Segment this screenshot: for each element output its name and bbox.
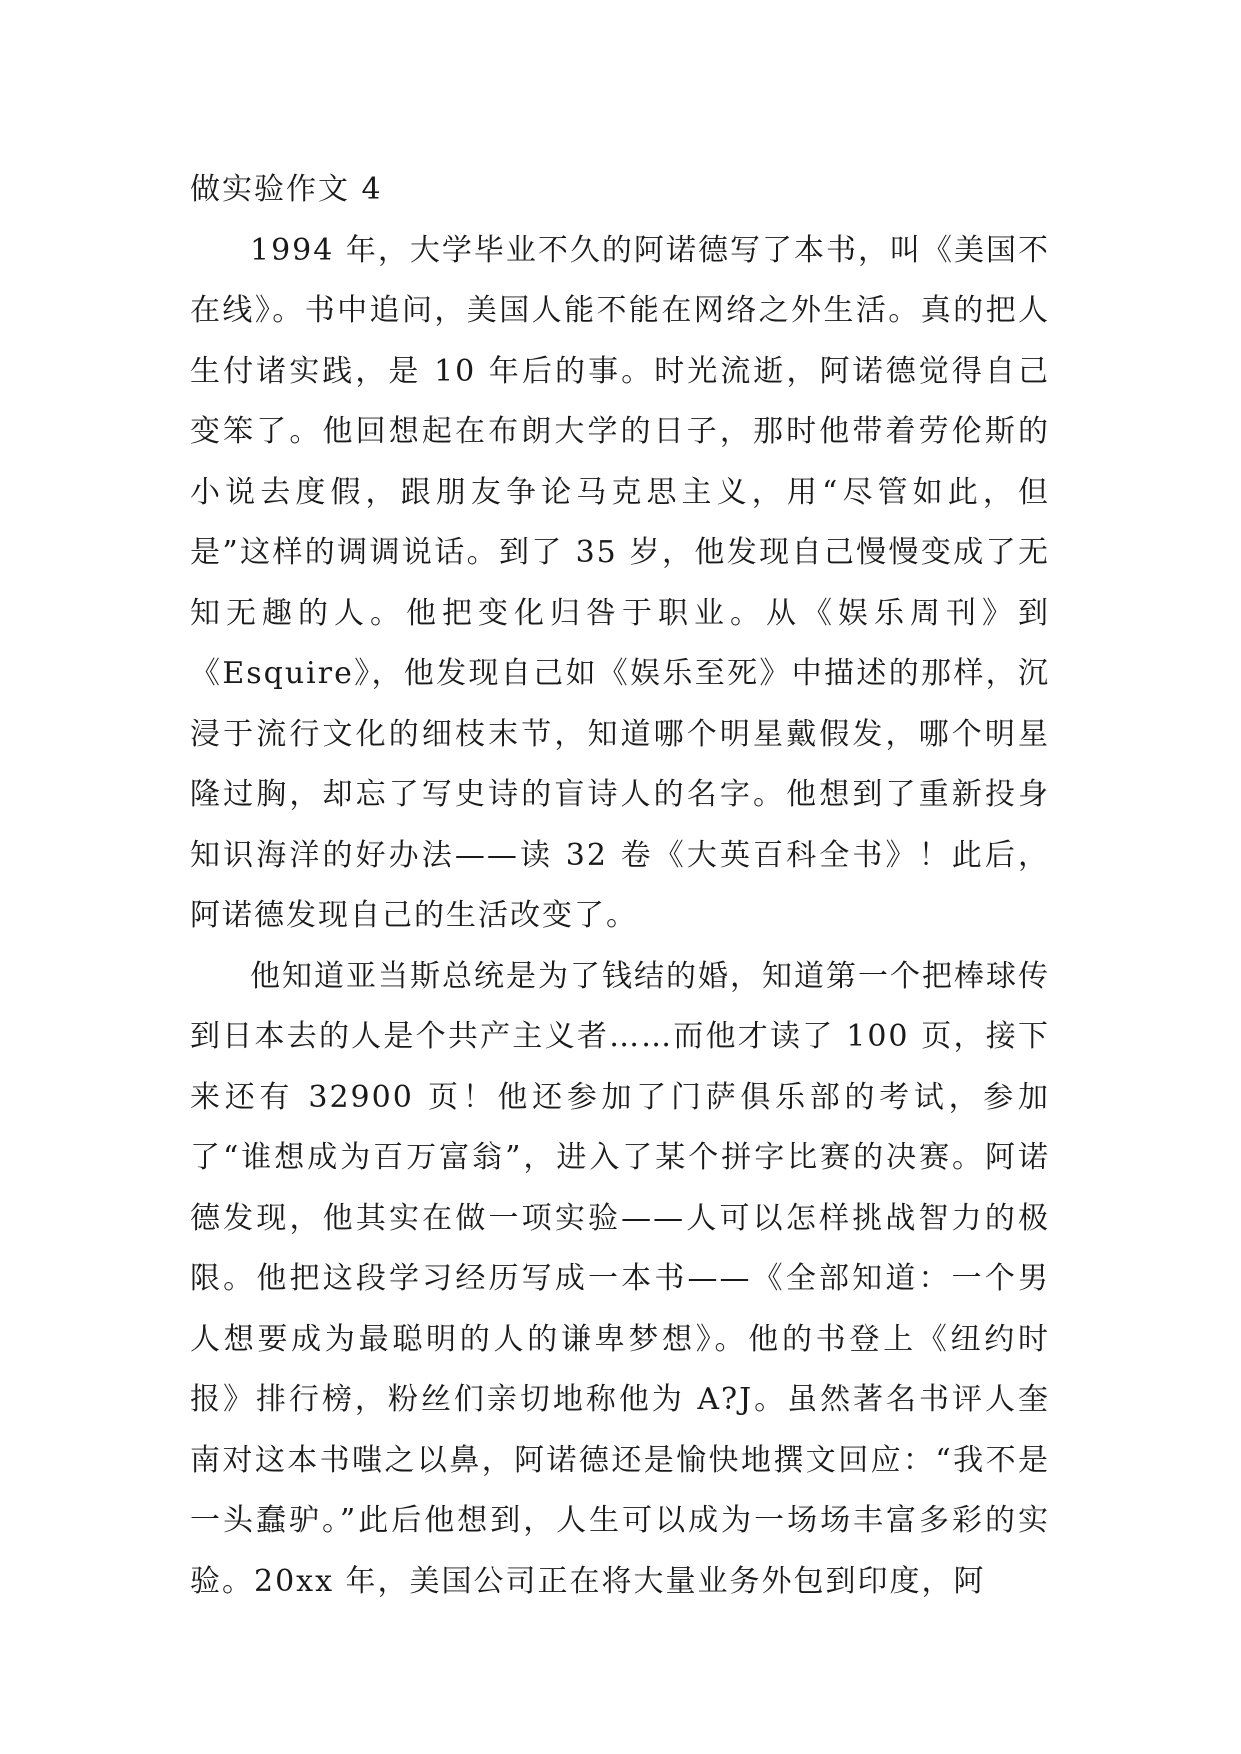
paragraph: 他知道亚当斯总统是为了钱结的婚，知道第一个把棒球传到日本去的人是个共产主义者……而他才读了 100 页，接下来还有 32900 页！他还参加了门萨俱乐部的考试，参加了“谁想成为百万富翁”，进入了某个拼字比赛的决赛。阿诺德发现，他其实在做一项实验——人可以怎样挑战智力的极限。他把这段学习经历写成一本书——《全部知道：一个男人想要成为最聪明的人的谦卑梦想》。他的书登上《纽约时报》排行榜，粉丝们亲切地称他为 A?J。虽然著名书评人奎南对这本书嗤之以鼻，阿诺德还是愉快地撰文回应：“我不是一头蠢驴。”此后他想到，人生可以成为一场场丰富多彩的实验。20xx 年，美国公司正在将大量业务外包到印度，阿: [190, 958, 1050, 1599]
document-body: [190, 160, 1050, 1612]
paragraph: 1994 年，大学毕业不久的阿诺德写了本书，叫《美国不在线》。书中追问，美国人能不能在网络之外生活。真的把人生付诸实践，是 10 年后的事。时光流逝，阿诺德觉得自己变笨了。他回想起在布朗大学的日子，那时他带着劳伦斯的小说去度假，跟朋友争论马克思主义，用“尽管如此，但是”这样的调调说话。到了 35 岁，他发现自己慢慢变成了无知无趣的人。他把变化归咎于职业。从《娱乐周刊》到《Esquire》，他发现自己如《娱乐至死》中描述的那样，沉浸于流行文化的细枝末节，知道哪个明星戴假发，哪个明星隆过胸，却忘了写史诗的盲诗人的名字。他想到了重新投身知识海洋的好办法——读 32 卷《大英百科全书》！此后，阿诺德发现自己的生活改变了。: [190, 232, 1050, 933]
document-title: 做实验作文 4: [190, 172, 383, 207]
